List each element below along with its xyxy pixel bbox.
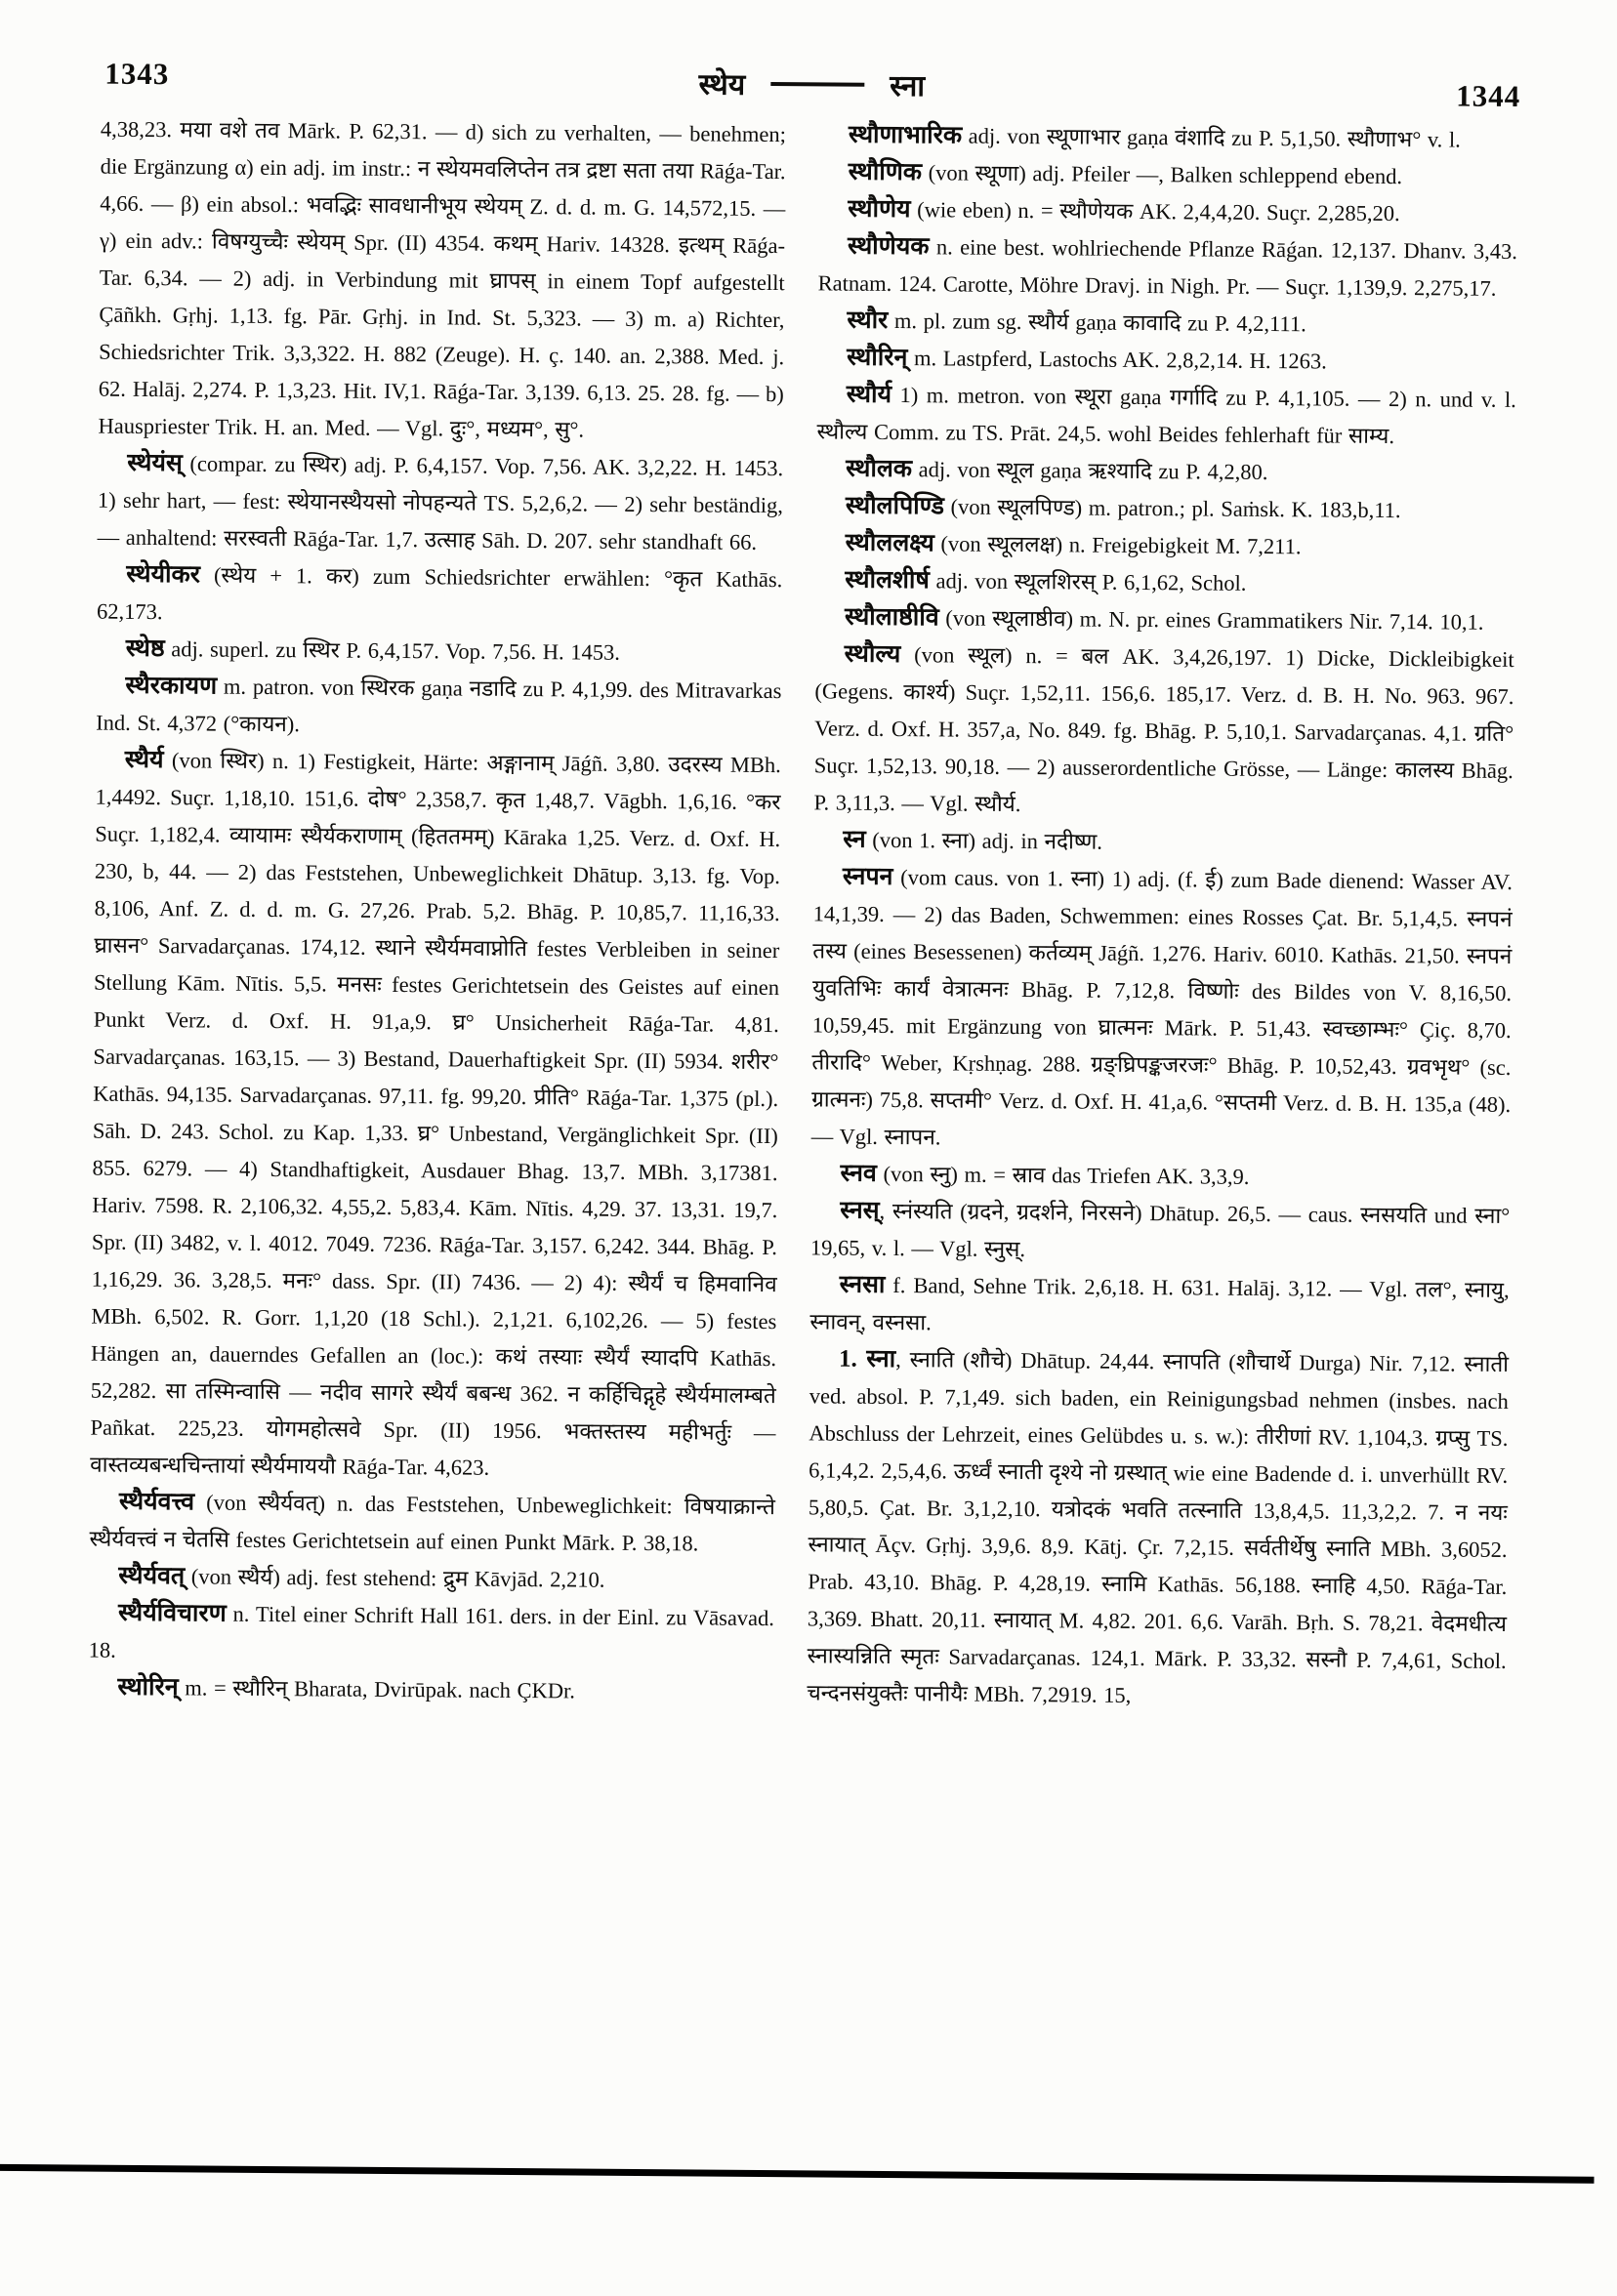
entry-headword: स्थौणेय	[848, 195, 911, 224]
dictionary-entry: स्थौणिक (von स्थूणा) adj. Pfeiler —, Balken schleppend ebend.	[848, 158, 1403, 189]
dictionary-entry: स्थैर्यवत् (von स्थैर्य) adj. fest stehend: द्रुम Kāvjād. 2,210.	[118, 1562, 605, 1592]
entry-headword: स्थोरिन्	[117, 1673, 179, 1702]
right-column	[807, 116, 1518, 1717]
entry-headword: 1. स्ना	[838, 1345, 896, 1374]
left-column	[88, 111, 786, 1711]
entry-headword: स्थौणिक	[848, 158, 923, 186]
dictionary-entry: स्नस्, स्नंस्यति (ग्रदने, ग्रदर्शने, निरसने) Dhātup. 26,5. — caus. स्नसयति und स्ना° 19,65, v. l. — Vgl. स्नुस्.	[809, 1197, 1511, 1262]
dictionary-entry: स्थौणाभारिक adj. von स्थूणाभार gaṇa वंशादि zu P. 5,1,50. स्थौणाभ° v. l.	[848, 121, 1461, 152]
dictionary-entry: 4,38,23. मया वशे तव Mārk. P. 62,31. — d) sich zu verhalten, — benehmen; die Ergänzung α) ein adj. im instr.: न स्थेयमवलिप्तेन तत्र द्रष्टा सता तया Rāǵa-Tar. 4,66. — β) ein absol.: भवद्भिः सावधानीभूय स्थेयम् Z. d. d. m. G. 14,572,15. — γ) ein adv.: विषग्युच्चैः स्थेयम् Spr. (II) 4354. कथम् Hariv. 14328. इत्थम् Rāǵa-Tar. 6,34. — 2) adj. in Verbindung mit घ्रापस् in einem Topf aufgestellt Çāñkh. Gṛhj. 1,13. fg. Pār. Gṛhj. in Ind. St. 5,323. — 3) m. a) Richter, Schiedsrichter Trik. 3,3,322. H. 882 (Zeuge). H. ç. 140. an. 2,388. Med. j. 62. Halāj. 2,274. P. 1,3,23. Hit. IV,1. Rāǵa-Tar. 3,139. 6,13. 25. 28. fg. — b) Hauspriester Trik. H. an. Med. — Vgl. दुः°, मध्यम°, सु°.	[98, 116, 787, 442]
running-head	[101, 56, 1522, 109]
dictionary-entry: स्थेष्ठ adj. superl. zu स्थिर P. 6,4,157. Vop. 7,56. H. 1453.	[125, 635, 621, 665]
entry-headword: स्थौलशीर्ष	[845, 566, 931, 594]
entry-headword: स्थौणाभारिक	[848, 121, 963, 149]
entry-headword: स्थेष्ठ	[125, 635, 165, 663]
dictionary-entry: स्थेयंस् (compar. zu स्थिर) adj. P. 6,4,157. Vop. 7,56. AK. 3,2,22. H. 1453. 1) sehr hart, — fest: स्थेयानस्थैयसो नोपहन्यते TS. 5,2,6,2. — 2) sehr beständig, — anhaltend: सरस्वती Rāǵa-Tar. 1,7. उत्साह Sāh. D. 207. sehr standhaft 66.	[97, 449, 784, 554]
dictionary-entry: स्थौरिन् m. Lastpferd, Lastochs AK. 2,8,2,14. H. 1263.	[847, 344, 1327, 374]
dictionary-entry: स्थोरिन् m. = स्थौरिन् Bharata, Dvirūpak. nach ÇKDr.	[117, 1673, 576, 1703]
running-head-rule	[770, 82, 864, 87]
text-columns	[88, 111, 1518, 1717]
dictionary-entry: स्न (von 1. स्ना) adj. in नदीष्ण.	[843, 826, 1103, 854]
dictionary-entry: स्थौललक्ष्य (von स्थूललक्ष) n. Freigebigkeit M. 7,211.	[845, 529, 1302, 559]
dictionary-entry: स्थैरकायण m. patron. von स्थिरक gaṇa नडादि zu P. 4,1,99. des Mitravarkas Ind. St. 4,372 (°कायन).	[96, 672, 782, 737]
page-number-right: 1344	[1456, 78, 1521, 114]
dictionary-entry: स्नसा f. Band, Sehne Trik. 2,6,18. H. 631. Halāj. 3,12. — Vgl. तल°, स्नायु, स्नावन्, वस्नसा.	[809, 1271, 1510, 1335]
dictionary-entry: स्थैर्यवत्त्व (von स्थैर्यवत्) n. das Feststehen, Unbeweglichkeit: विषयाक्रान्ते स्थैर्यवत्त्वं न चेतसि festes Gerichtetsein auf einen Punkt Mārk. P. 38,18.	[89, 1488, 775, 1556]
entry-headword: स्थेयीकर	[126, 560, 201, 589]
dictionary-entry: स्थौलाष्ठीवि (von स्थूलाष्ठीव) m. N. pr. eines Grammatikers Nir. 7,14. 10,1.	[844, 603, 1484, 635]
entry-headword: स्थौणेयक	[847, 232, 930, 261]
dictionary-entry: स्थैर्यविचारण n. Titel einer Schrift Hall 161. ders. in der Einl. zu Vāsavad. 18.	[88, 1599, 775, 1662]
dictionary-entry: स्थौर m. pl. zum sg. स्थौर्य gaṇa कावादि zu P. 4,2,111.	[847, 307, 1306, 337]
dictionary-entry: स्थौणेयक n. eine best. wohlriechende Pflanze Rāǵan. 12,137. Dhanv. 3,43. Ratnam. 124. Carotte, Möhre Dravj. in Nigh. Pr. — Suçr. 1,139,9. 2,275,17.	[817, 232, 1518, 301]
entry-headword: स्थौरिन्	[847, 344, 908, 372]
dictionary-entry: स्थैर्य (von स्थिर) n. 1) Festigkeit, Härte: अङ्गानाम् Jāǵñ. 3,80. उदरस्य MBh. 1,4492. Suçr. 1,18,10. 151,6. दोष° 2,358,7. कृत 1,48,7. Vāgbh. 1,6,16. °कर Suçr. 1,182,4. व्यायामः स्थैर्यकराणाम् (हिततमम्) Kāraka 1,25. Verz. d. Oxf. H. 230, b, 44. — 2) das Feststehen, Unbeweglichkeit Dhātup. 3,13. fg. Vop. 8,106, Anf. Z. d. d. m. G. 27,26. Prab. 5,2. Bhāg. P. 10,85,7. 11,16,33. घ्रासन° Sarvadarçanas. 174,12. स्थाने स्थैर्यमवाप्नोति festes Verbleiben in seiner Stellung Kām. Nītis. 5,5. मनसः festes Gerichtetsein des Geistes auf einen Punkt Verz. d. Oxf. H. 91,a,9. घ्र° Unsicherheit Rāǵa-Tar. 4,81. Sarvadarçanas. 163,15. — 3) Bestand, Dauerhaftigkeit Spr. (II) 5934. शरीर° Kathās. 94,135. Sarvadarçanas. 97,11. fg. 99,20. प्रीति° Rāǵa-Tar. 1,375 (pl.). Sāh. D. 243. Schol. zu Kap. 1,33. घ्र° Unbestand, Vergänglichkeit Spr. (II) 855. 6279. — 4) Standhaftigkeit, Ausdauer Bhag. 13,7. MBh. 3,17381. Hariv. 7598. R. 2,106,32. 4,55,2. 5,83,4. Kām. Nītis. 4,29. 37. 13,31. 19,7. Spr. (II) 3482, v. l. 4012. 7049. 7236. Rāǵa-Tar. 3,157. 6,242. 344. Bhāg. P. 1,16,29. 36. 3,28,5. मनः° dass. Spr. (II) 7436. — 2) 4): स्थैर्यं च हिमवानिव MBh. 6,502. R. Gorr. 1,1,20 (18 Schl.). 2,1,21. 6,102,26. — 5) festes Hängen an, dauerndes Gefallen an (loc.): कथं तस्याः स्थैर्यं स्यादपि Kathās. 52,282. सा तस्मिन्वासि — नदीव सागरे स्थैर्यं बबन्ध 362. न कर्हिचिद्गृहे स्थैर्यमालम्बते Pañkat. 225,23. योगमहोत्सवे Spr. (II) 1956. भक्तस्तस्य महीभर्तुः — वास्तव्यबन्धचिन्तायां स्थैर्यमाययौ Rāǵa-Tar. 4,623.	[90, 746, 781, 1480]
dictionary-entry: स्नपन (vom caus. von 1. स्ना) 1) adj. (f. ई) zum Bade dienend: Wasser AV. 14,1,39. — 2) das Baden, Schwemmen: eines Rosses Çat. Br. 5,1,4,5. स्नपनं तस्य (eines Besessenen) कर्तव्यम् Jāǵñ. 1,276. Hariv. 6010. Kathās. 21,50. स्नपनं युवतिभिः कार्यं वेत्रात्मनः Bhāg. P. 7,12,8. विष्णोः des Bildes von V. 8,16,50. 10,59,45. mit Ergänzung von घ्रात्मनः Mārk. P. 51,43. स्वच्छाम्भः° Çiç. 8,70. तीरादि° Weber, Kṛshṇag. 288. ग्रङ्घ्रिपङ्कजरजः° Bhāg. P. 10,52,43. ग्रवभृथ° (sc. ग्रात्मनः) 75,8. सप्तमी° Verz. d. Oxf. H. 41,a,6. °सप्तमी Verz. d. B. H. 135,a (48). — Vgl. स्नापन.	[810, 863, 1513, 1150]
dictionary-entry: स्थौलक adj. von स्थूल gaṇa ऋश्यादि zu P. 4,2,80.	[846, 455, 1268, 485]
entry-headword: स्थौलक	[846, 455, 913, 483]
entry-headword: स्थौललक्ष्य	[845, 529, 934, 557]
entry-headword: स्थैर्यवत्त्व	[118, 1488, 195, 1516]
entry-headword: स्थौलपिण्डि	[845, 492, 945, 520]
dictionary-entry: स्थेयीकर (स्थेय + 1. कर) zum Schiedsrichter erwählen: °कृत Kathās. 62,173.	[96, 560, 783, 625]
dictionary-entry: 1. स्ना, स्नाति (शौचे) Dhātup. 24,44. स्नापति (शौचार्थे Durga) Nir. 7,12. स्नाती ved. absol. P. 7,1,49. sich baden, ein Reinigungsbad nehmen (insbes. nach Abschluss der Lehrzeit, eines Gelübdes u. s. w.): तीरीणां RV. 1,104,3. ग्रप्सु TS. 6,1,4,2. 2,5,4,6. ऊर्ध्वं स्नाती दृश्ये नो ग्रस्थात् wie eine Badende d. i. unverhüllt RV. 5,80,5. Çat. Br. 3,1,2,10. यत्रोदकं भवति तत्स्नाति 13,8,4,5. 11,3,2,2. 7. न नयः स्नायात् Āçv. Gṛhj. 3,9,6. 8,9. Kātj. Çr. 7,2,15. सर्वतीर्थेषु स्नाति MBh. 3,6052. Prab. 43,10. Bhāg. P. 4,28,19. स्नामि Kathās. 56,188. स्नाहि 4,50. Rāǵa-Tar. 3,369. Bhatt. 20,11. स्नायात् M. 4,82. 201. 6,6. Varāh. Bṛh. S. 78,21. वेदमधीत्य स्नास्यन्निति स्मृतः Sarvadarçanas. 124,1. Mārk. P. 33,32. सस्नौ P. 7,4,61, Schol. चन्दनसंयुक्तैः पानीयैः MBh. 7,2919. 15,	[807, 1345, 1510, 1707]
page-header	[101, 57, 1522, 112]
dictionary-entry: स्नव (von स्नु) m. = स्राव das Triefen AK. 3,3,9.	[840, 1160, 1250, 1189]
running-head-first-word: स्थेय	[698, 68, 746, 102]
entry-headword: स्थैरकायण	[125, 672, 218, 700]
dictionary-entry: स्थौणेय (wie eben) n. = स्थौणेयक AK. 2,4,4,20. Suçr. 2,285,20.	[848, 195, 1400, 226]
entry-headword: स्थौर	[847, 307, 889, 334]
dictionary-entry: स्थौल्य (von स्थूल) n. = बल AK. 3,4,26,197. 1) Dicke, Dickleibigkeit (Gegens. कार्श्य) Suçr. 1,52,11. 156,6. 185,17. Verz. d. B. H. No. 963. 967. Verz. d. Oxf. H. 357,a, No. 849. fg. Bhāg. P. 5,10,1. Sarvadarçanas. 4,1. ग्रति° Suçr. 1,52,13. 90,18. — 2) ausserordentliche Grösse, — Länge: कालस्य Bhāg. P. 3,11,3. — Vgl. स्थौर्य.	[813, 640, 1514, 817]
dictionary-entry: स्थौलशीर्ष adj. von स्थूलशिरस् P. 6,1,62, Schol.	[845, 566, 1247, 595]
entry-headword: स्नपन	[842, 863, 893, 891]
entry-headword: स्थौलाष्ठीवि	[844, 603, 939, 632]
page-number-left: 1343	[104, 56, 170, 92]
entry-headword: स्थौल्य	[844, 640, 901, 669]
bottom-scan-line	[0, 2164, 1595, 2184]
entry-headword: स्थैर्यविचारण	[117, 1599, 227, 1627]
dictionary-entry: स्थौलपिण्डि (von स्थूलपिण्ड) m. patron.; pl. Saṁsk. K. 183,b,11.	[845, 492, 1401, 523]
entry-headword: स्नव	[840, 1160, 877, 1187]
entry-headword: स्थौर्य	[846, 381, 892, 408]
entry-headword: स्थैर्यवत्	[118, 1562, 186, 1590]
running-head-last-word: स्ना	[890, 69, 926, 103]
entry-headword: स्न	[843, 826, 866, 853]
dictionary-entry: स्थौर्य 1) m. metron. von स्थूरा gaṇa गर्गादि zu P. 4,1,105. — 2) n. und v. l. स्थौल्य Comm. zu TS. Prāt. 24,5. wohl Beides fehlerhaft für साम्य.	[816, 381, 1516, 449]
entry-headword: स्नसा	[839, 1271, 886, 1298]
entry-headword: स्थेयंस्	[127, 449, 183, 477]
entry-headword: स्थैर्य	[124, 746, 164, 774]
entry-headword: स्नस्	[840, 1197, 880, 1224]
